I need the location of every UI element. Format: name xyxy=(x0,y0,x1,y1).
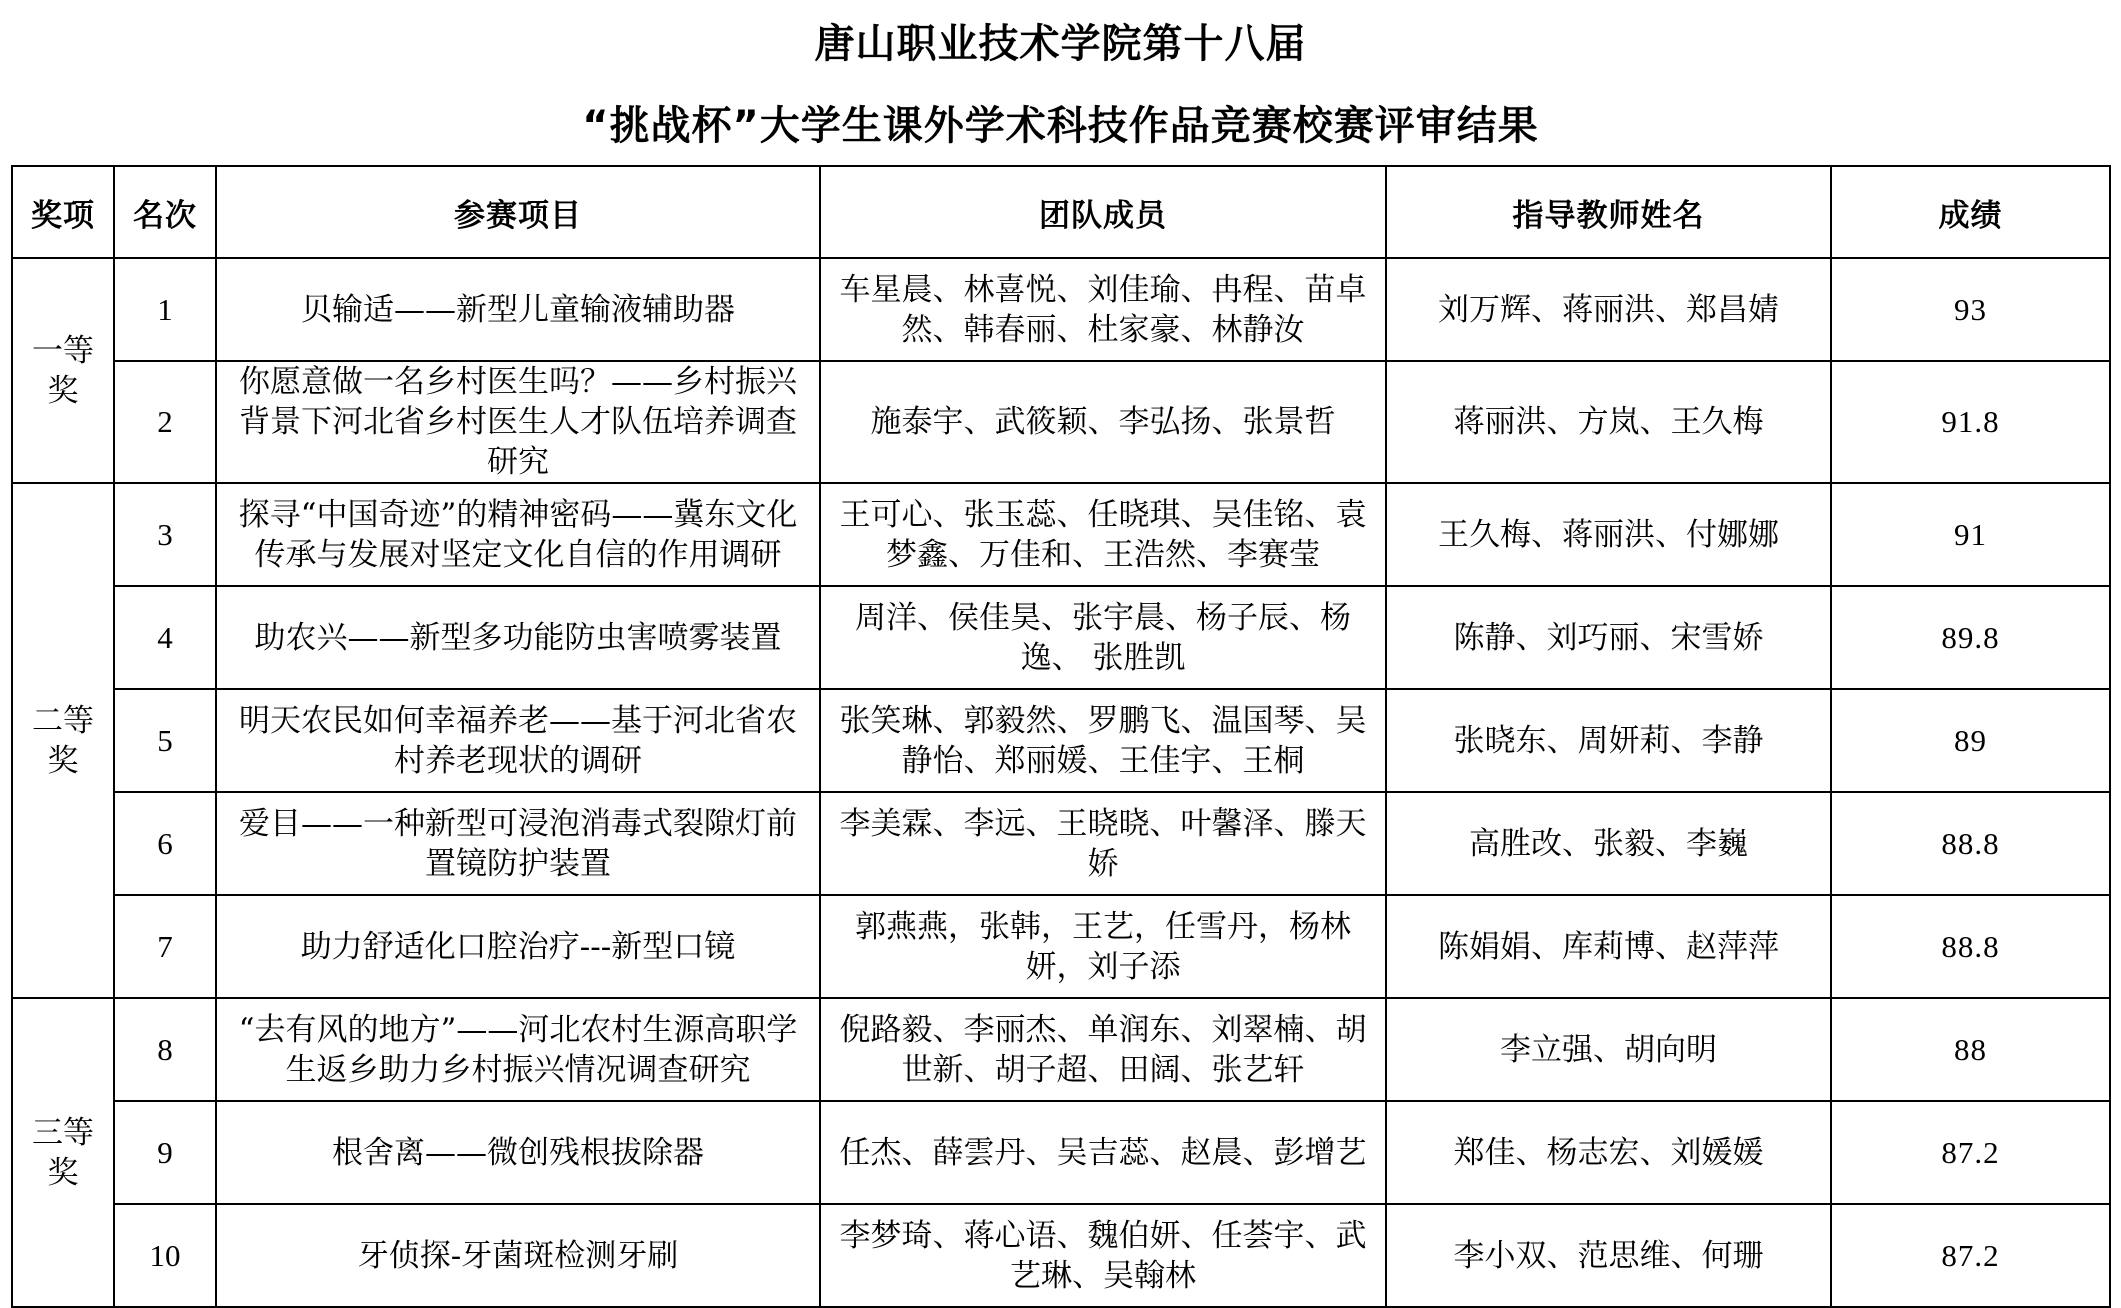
rank-cell: 10 xyxy=(114,1204,216,1307)
project-cell: 探寻“中国奇迹”的精神密码——冀东文化传承与发展对坚定文化自信的作用调研 xyxy=(216,483,820,586)
advisors-cell: 王久梅、蒋丽洪、付娜娜 xyxy=(1386,483,1831,586)
advisors-cell: 李立强、胡向明 xyxy=(1386,998,1831,1101)
header-score: 成绩 xyxy=(1831,166,2110,258)
table-row xyxy=(12,1101,2110,1204)
members-cell: 郭燕燕，张韩，王艺，任雪丹，杨林妍，刘子添 xyxy=(820,895,1386,998)
award-cell: 一等奖 xyxy=(12,258,114,483)
advisors-cell: 李小双、范思维、何珊 xyxy=(1386,1204,1831,1307)
score-cell: 88.8 xyxy=(1831,895,2110,998)
advisors-cell: 郑佳、杨志宏、刘媛媛 xyxy=(1386,1101,1831,1204)
page-title: 唐山职业技术学院第十八届 xyxy=(814,21,1307,67)
score-cell: 87.2 xyxy=(1831,1101,2110,1204)
rank-cell: 6 xyxy=(114,792,216,895)
project-cell: 根舍离——微创残根拔除器 xyxy=(216,1101,820,1204)
score-cell: 88 xyxy=(1831,998,2110,1101)
award-cell: 三等奖 xyxy=(12,998,114,1307)
project-cell: 爱目——一种新型可浸泡消毒式裂隙灯前置镜防护装置 xyxy=(216,792,820,895)
table-row xyxy=(12,361,2110,483)
advisors-cell: 张晓东、周妍莉、李静 xyxy=(1386,689,1831,792)
members-cell: 张笑琳、郭毅然、罗鹏飞、温国琴、吴静怡、郑丽媛、王佳宇、王桐 xyxy=(820,689,1386,792)
header-rank: 名次 xyxy=(114,166,216,258)
members-cell: 倪路毅、李丽杰、单润东、刘翠楠、胡世新、胡子超、田阔、张艺轩 xyxy=(820,998,1386,1101)
score-cell: 89.8 xyxy=(1831,586,2110,689)
members-cell: 任杰、薛雲丹、吴吉蕊、赵晨、彭增艺 xyxy=(820,1101,1386,1204)
results-table xyxy=(11,165,2111,1308)
advisors-cell: 刘万辉、蒋丽洪、郑昌婧 xyxy=(1386,258,1831,361)
table-row xyxy=(12,792,2110,895)
members-cell: 施泰宇、武筱颖、李弘扬、张景哲 xyxy=(820,361,1386,483)
project-cell: 贝输适——新型儿童输液辅助器 xyxy=(216,258,820,361)
table-row xyxy=(12,586,2110,689)
members-cell: 李美霖、李远、王晓晓、叶馨泽、滕天娇 xyxy=(820,792,1386,895)
award-cell: 二等奖 xyxy=(12,483,114,998)
rank-cell: 1 xyxy=(114,258,216,361)
rank-cell: 9 xyxy=(114,1101,216,1204)
table-row xyxy=(12,895,2110,998)
advisors-cell: 陈静、刘巧丽、宋雪娇 xyxy=(1386,586,1831,689)
rank-cell: 5 xyxy=(114,689,216,792)
advisors-cell: 陈娟娟、库莉博、赵萍萍 xyxy=(1386,895,1831,998)
score-cell: 93 xyxy=(1831,258,2110,361)
advisors-cell: 蒋丽洪、方岚、王久梅 xyxy=(1386,361,1831,483)
rank-cell: 2 xyxy=(114,361,216,483)
project-cell: 你愿意做一名乡村医生吗？——乡村振兴背景下河北省乡村医生人才队伍培养调查研究 xyxy=(216,361,820,483)
score-cell: 91.8 xyxy=(1831,361,2110,483)
rank-cell: 4 xyxy=(114,586,216,689)
members-cell: 周洋、侯佳昊、张宇晨、杨子辰、杨逸、 张胜凯 xyxy=(820,586,1386,689)
header-members: 团队成员 xyxy=(820,166,1386,258)
table-row xyxy=(12,483,2110,586)
project-cell: “去有风的地方”——河北农村生源高职学生返乡助力乡村振兴情况调查研究 xyxy=(216,998,820,1101)
project-cell: 助力舒适化口腔治疗---新型口镜 xyxy=(216,895,820,998)
members-cell: 车星晨、林喜悦、刘佳瑜、冉程、苗卓然、韩春丽、杜家豪、林静汝 xyxy=(820,258,1386,361)
project-cell: 助农兴——新型多功能防虫害喷雾装置 xyxy=(216,586,820,689)
members-cell: 王可心、张玉蕊、任晓琪、吴佳铭、袁梦鑫、万佳和、王浩然、李赛莹 xyxy=(820,483,1386,586)
table-row xyxy=(12,1204,2110,1307)
score-cell: 89 xyxy=(1831,689,2110,792)
score-cell: 91 xyxy=(1831,483,2110,586)
header-award: 奖项 xyxy=(12,166,114,258)
page-subtitle: “挑战杯”大学生课外学术科技作品竞赛校赛评审结果 xyxy=(582,103,1539,149)
table-row xyxy=(12,258,2110,361)
rank-cell: 7 xyxy=(114,895,216,998)
header-advisors: 指导教师姓名 xyxy=(1386,166,1831,258)
rank-cell: 3 xyxy=(114,483,216,586)
table-row xyxy=(12,689,2110,792)
project-cell: 明天农民如何幸福养老——基于河北省农村养老现状的调研 xyxy=(216,689,820,792)
score-cell: 88.8 xyxy=(1831,792,2110,895)
header-project: 参赛项目 xyxy=(216,166,820,258)
advisors-cell: 高胜改、张毅、李巍 xyxy=(1386,792,1831,895)
table-row xyxy=(12,998,2110,1101)
members-cell: 李梦琦、蒋心语、魏伯妍、任荟宇、武艺琳、吴翰林 xyxy=(820,1204,1386,1307)
header-row xyxy=(12,166,2110,258)
project-cell: 牙侦探-牙菌斑检测牙刷 xyxy=(216,1204,820,1307)
score-cell: 87.2 xyxy=(1831,1204,2110,1307)
rank-cell: 8 xyxy=(114,998,216,1101)
